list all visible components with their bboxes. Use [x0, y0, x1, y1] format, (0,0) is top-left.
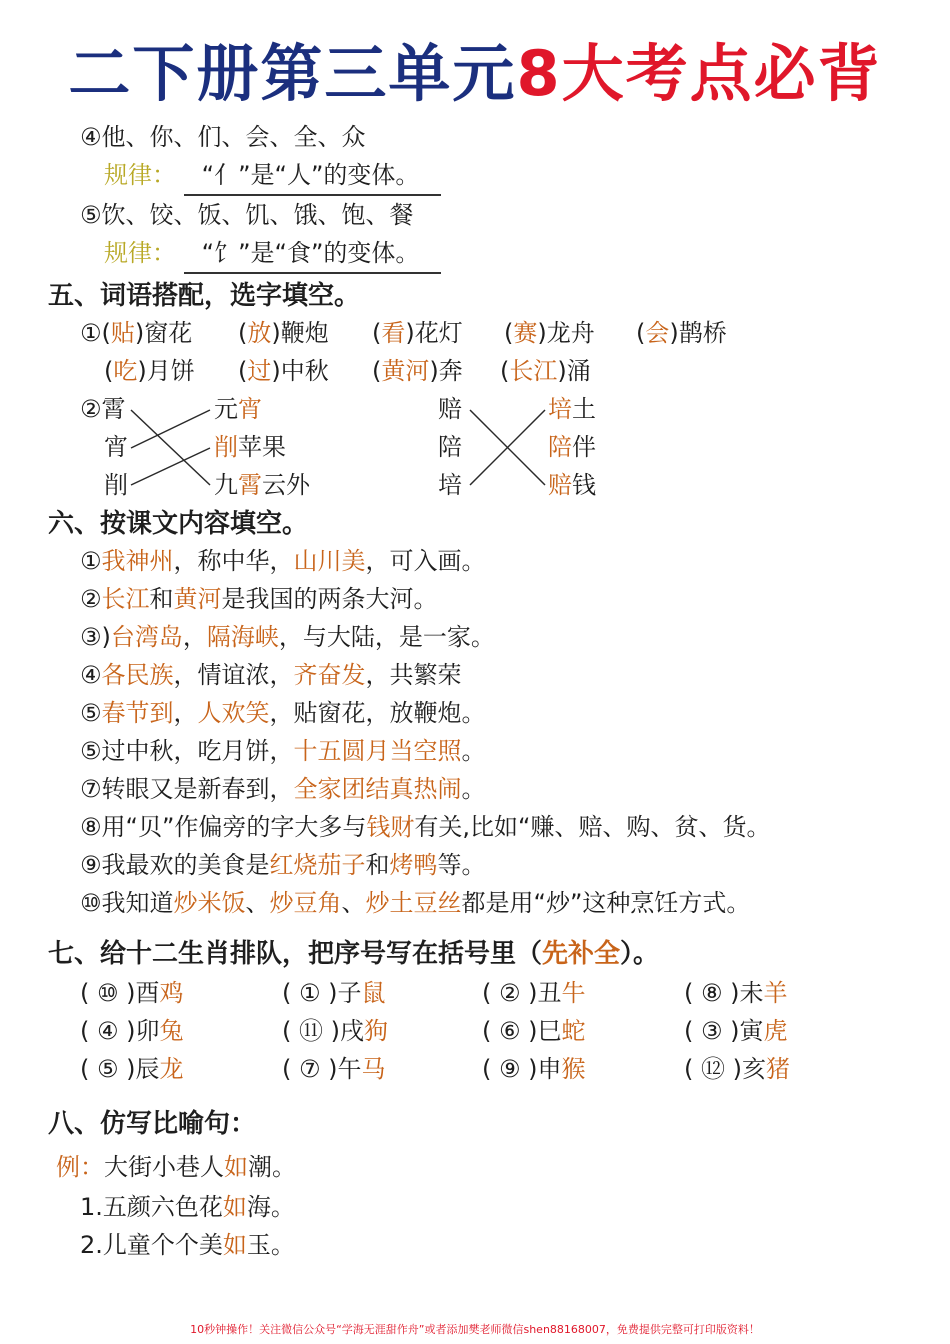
- fill-pre: ①(: [80, 319, 111, 347]
- recite-answer: 长江: [101, 585, 150, 613]
- item5-chars: ⑤饮、饺、饭、饥、饿、饱、餐: [80, 201, 414, 229]
- paren-close: ): [323, 1017, 340, 1045]
- recite-line: [80, 582, 438, 616]
- recite-text: ，可入画。: [365, 547, 486, 575]
- zodiac-number: ⑤: [97, 1055, 119, 1083]
- match-target-answer: 削: [214, 433, 238, 461]
- fill-answer: 贴: [110, 319, 135, 347]
- recite-text: ，贴窗花，放鞭炮。: [269, 699, 486, 727]
- recite-answer: 人欢笑: [197, 699, 270, 727]
- paren-open: (: [482, 1055, 499, 1083]
- zodiac-number: ②: [499, 979, 521, 1007]
- zodiac-item: [282, 976, 386, 1010]
- recite-text: 和: [149, 585, 174, 613]
- item4-rule-text: “亻”是“人”的变体。: [184, 158, 442, 196]
- match-char-text: 削: [104, 471, 128, 499]
- fill-post: )奔: [429, 357, 463, 385]
- recite-text: 有关,比如“赚、赔、购、贫、货。: [414, 813, 771, 841]
- recite-text: ，情谊浓，: [173, 661, 294, 689]
- item4-rule-label: 规律：: [104, 161, 176, 189]
- recite-answer: 我神州: [101, 547, 174, 575]
- zodiac-animal: 兔: [159, 1017, 184, 1045]
- paren-open: (: [80, 1055, 97, 1083]
- match-left-char: [104, 430, 128, 464]
- sec8-example-label: 例：: [56, 1153, 104, 1181]
- zodiac-branch: 亥: [742, 1055, 766, 1083]
- paren-close: ): [118, 1055, 136, 1083]
- match-target-answer: 陪: [548, 433, 572, 461]
- sec7-heading-ans: 先补全: [542, 939, 621, 969]
- simile-line: [80, 1228, 295, 1262]
- recite-answer: 台湾岛: [110, 623, 183, 651]
- fill-answer: 看: [381, 319, 406, 347]
- recite-text: 是我国的两条大河。: [221, 585, 438, 613]
- match-left-char: [104, 468, 128, 502]
- recite-line: [80, 848, 486, 882]
- recite-text: ⑤过中秋，吃月饼，: [80, 737, 294, 765]
- recite-line: [80, 810, 770, 844]
- zodiac-number: ⑨: [499, 1055, 521, 1083]
- match-target-answer: 霄: [238, 471, 262, 499]
- recite-answer: 齐奋发: [293, 661, 366, 689]
- match-target-post: 钱: [572, 471, 596, 499]
- paren-close: ): [520, 1055, 538, 1083]
- match-right-target: [548, 392, 596, 426]
- zodiac-animal: 猴: [561, 1055, 586, 1083]
- recite-text: ，: [173, 699, 198, 727]
- zodiac-number: ①: [299, 979, 321, 1007]
- paren-open: (: [482, 979, 499, 1007]
- match-right-target: [548, 468, 596, 502]
- match-char-text: 宵: [104, 433, 128, 461]
- paren-open: (: [684, 1017, 701, 1045]
- recite-text: ，与大陆，是一家。: [278, 623, 495, 651]
- paren-close: ): [118, 1017, 136, 1045]
- paren-close: ): [520, 1017, 538, 1045]
- simile-answer: 如: [222, 1193, 247, 1221]
- zodiac-item: [282, 1014, 388, 1048]
- zodiac-animal: 虎: [763, 1017, 788, 1045]
- match-char-text: 培: [438, 471, 462, 499]
- zodiac-number: ⑧: [701, 979, 723, 1007]
- recite-text: ⑧用“贝”作偏旁的字大多与: [80, 813, 367, 841]
- fill-answer: 长江: [509, 357, 558, 385]
- match-target-pre: 元: [214, 395, 238, 423]
- paren-open: (: [482, 1017, 499, 1045]
- recite-line: [80, 544, 486, 578]
- paren-open: (: [282, 979, 299, 1007]
- match-right-char: [438, 430, 462, 464]
- match-target-answer: 培: [548, 395, 572, 423]
- item5-rule-label: 规律：: [104, 239, 176, 267]
- recite-text: 都是用“炒”这种烹饪方式。: [461, 889, 751, 917]
- match-char-text: 赔: [438, 395, 462, 423]
- zodiac-branch: 丑: [537, 979, 562, 1007]
- match-line-xiao-yuanxiao: [131, 410, 210, 448]
- fill-answer: 过: [247, 357, 272, 385]
- recite-text: 、: [341, 889, 366, 917]
- paren-close: ): [722, 979, 740, 1007]
- recite-answer: 春节到: [101, 699, 174, 727]
- fill-pre: (: [504, 319, 514, 347]
- fill-pre: (: [104, 357, 114, 385]
- zodiac-branch: 午: [337, 1055, 362, 1083]
- simile-pre: 2.儿童个个美: [80, 1231, 223, 1259]
- zodiac-animal: 羊: [763, 979, 788, 1007]
- zodiac-branch: 申: [537, 1055, 562, 1083]
- zodiac-animal: 牛: [561, 979, 586, 1007]
- recite-answer: 各民族: [101, 661, 174, 689]
- zodiac-number: ⑦: [299, 1055, 321, 1083]
- sec8-example: [56, 1150, 296, 1184]
- zodiac-item: [684, 1052, 790, 1086]
- match-right-target: [548, 430, 596, 464]
- match-target-post: 伴: [572, 433, 596, 461]
- recite-text: 、: [245, 889, 270, 917]
- recite-text: ③): [80, 623, 111, 651]
- item5-rule-text: “饣”是“食”的变体。: [184, 236, 442, 274]
- zodiac-number: ⑥: [499, 1017, 521, 1045]
- zodiac-branch: 辰: [135, 1055, 160, 1083]
- match-target-answer: 宵: [238, 395, 262, 423]
- recite-text: 和: [365, 851, 390, 879]
- recite-answer: 隔海峡: [206, 623, 279, 651]
- recite-line: [80, 658, 462, 692]
- fill-pre: (: [372, 357, 382, 385]
- fill-post: )涌: [557, 357, 591, 385]
- zodiac-animal: 猪: [766, 1055, 790, 1083]
- sec5-heading: 五、词语搭配，选字填空。: [48, 281, 361, 311]
- recite-text: ，共繁荣: [365, 661, 462, 689]
- paren-close: ): [722, 1017, 740, 1045]
- match-target-post: 苹果: [238, 433, 286, 461]
- fill-post: )龙舟: [537, 319, 595, 347]
- footer-note: 10秒钟操作！关注微信公众号“学海无涯甜作舟”或者添加樊老师微信shen88168007，免费提供完整可打印版资料！: [190, 1323, 760, 1336]
- recite-answer: 炒豆角: [269, 889, 342, 917]
- zodiac-item: [482, 1014, 586, 1048]
- recite-answer: 炒米饭: [173, 889, 246, 917]
- recite-answer: 红烧茄子: [269, 851, 366, 879]
- recite-line: [80, 696, 486, 730]
- zodiac-animal: 蛇: [561, 1017, 586, 1045]
- match-right-char: [438, 468, 462, 502]
- sec6-heading: 六、按课文内容填空。: [48, 509, 309, 539]
- title-part2: 8大考点必背: [516, 37, 882, 110]
- fill-pre: (: [372, 319, 382, 347]
- fill-post: )花灯: [405, 319, 463, 347]
- paren-open: (: [80, 1017, 97, 1045]
- zodiac-item: [482, 1052, 586, 1086]
- sec8-example-pre: 大街小巷人: [104, 1153, 224, 1181]
- paren-open: (: [684, 1055, 701, 1083]
- paren-open: (: [282, 1017, 299, 1045]
- match-line-xiao-xiao: [131, 448, 210, 485]
- recite-answer: 全家团结真热闹: [293, 775, 462, 803]
- match-target-post: 土: [572, 395, 596, 423]
- zodiac-item: [684, 1014, 788, 1048]
- fill-pre: (: [500, 357, 510, 385]
- fill-post: )月饼: [137, 357, 195, 385]
- recite-text: 。: [461, 737, 486, 765]
- paren-close: ): [725, 1055, 742, 1083]
- zodiac-number: ③: [701, 1017, 723, 1045]
- title-part1: 二下册第三单元: [68, 37, 517, 110]
- zodiac-item: [80, 976, 184, 1010]
- match-left-target: [214, 430, 286, 464]
- paren-close: ): [320, 1055, 338, 1083]
- simile-line: [80, 1190, 295, 1224]
- zodiac-item: [684, 976, 788, 1010]
- recite-text: ②: [80, 585, 102, 613]
- match-target-post: 云外: [262, 471, 310, 499]
- fill-answer: 黄河: [381, 357, 430, 385]
- match-right-char: [438, 392, 462, 426]
- sec7-heading-pre: 七、给十二生肖排队，把序号写在括号里（: [48, 939, 543, 969]
- paren-open: (: [684, 979, 701, 1007]
- recite-answer: 十五圆月当空照: [293, 737, 462, 765]
- zodiac-item: [482, 976, 586, 1010]
- recite-text: ①: [80, 547, 102, 575]
- zodiac-animal: 狗: [364, 1017, 388, 1045]
- fill-pre: (: [238, 357, 248, 385]
- recite-answer: 烤鸭: [389, 851, 438, 879]
- sec7-heading: [48, 936, 659, 972]
- match-left-char: [80, 392, 126, 426]
- match-line-xiao-jiuxiao: [131, 410, 210, 485]
- simile-answer: 如: [222, 1231, 247, 1259]
- recite-text: 。: [461, 775, 486, 803]
- paren-close: ): [118, 979, 136, 1007]
- recite-text: ⑩我知道: [80, 889, 174, 917]
- match-target-pre: 九: [214, 471, 238, 499]
- recite-line: [80, 734, 486, 768]
- recite-answer: 山川美: [293, 547, 366, 575]
- simile-post: 玉。: [246, 1231, 295, 1259]
- fill-pre: (: [238, 319, 248, 347]
- recite-text: ⑤: [80, 699, 102, 727]
- match-char-text: 陪: [438, 433, 462, 461]
- zodiac-animal: 鸡: [159, 979, 184, 1007]
- recite-text: ⑦转眼又是新春到，: [80, 775, 294, 803]
- match-left-target: [214, 468, 310, 502]
- simile-post: 海。: [246, 1193, 295, 1221]
- recite-text: ，: [182, 623, 207, 651]
- fill-post: )鹊桥: [669, 319, 727, 347]
- fill-post: )鞭炮: [271, 319, 329, 347]
- zodiac-animal: 龙: [159, 1055, 184, 1083]
- recite-answer: 钱财: [366, 813, 415, 841]
- recite-line: [80, 620, 495, 654]
- recite-text: ⑨我最欢的美食是: [80, 851, 270, 879]
- match-target-answer: 赔: [548, 471, 572, 499]
- fill-post: )中秋: [271, 357, 329, 385]
- paren-close: ): [320, 979, 338, 1007]
- zodiac-branch: 卯: [135, 1017, 160, 1045]
- zodiac-animal: 马: [361, 1055, 386, 1083]
- zodiac-item: [80, 1052, 184, 1086]
- paren-open: (: [282, 1055, 299, 1083]
- fill-answer: 赛: [513, 319, 538, 347]
- zodiac-branch: 戌: [340, 1017, 364, 1045]
- zodiac-number: ⑩: [97, 979, 119, 1007]
- zodiac-number: ⑪: [299, 1017, 323, 1045]
- simile-pre: 1.五颜六色花: [80, 1193, 223, 1221]
- paren-close: ): [520, 979, 538, 1007]
- paren-open: (: [80, 979, 97, 1007]
- zodiac-animal: 鼠: [361, 979, 386, 1007]
- fill-post: )窗花: [134, 319, 193, 347]
- item4-chars: ④他、你、们、会、全、众: [80, 123, 366, 151]
- recite-text: ，称中华，: [173, 547, 294, 575]
- sec7-heading-post: ）。: [620, 939, 660, 969]
- fill-pre: (: [636, 319, 646, 347]
- zodiac-item: [80, 1014, 184, 1048]
- sec8-example-ans: 如: [224, 1153, 248, 1181]
- sec8-heading: 八、仿写比喻句：: [48, 1109, 257, 1139]
- zodiac-branch: 未: [739, 979, 764, 1007]
- zodiac-branch: 巳: [537, 1017, 562, 1045]
- recite-answer: 黄河: [173, 585, 222, 613]
- match-char-text: ②霄: [80, 395, 126, 423]
- fill-answer: 吃: [113, 357, 138, 385]
- sec8-example-post: 潮。: [248, 1153, 296, 1181]
- zodiac-number: ④: [97, 1017, 119, 1045]
- recite-answer: 炒土豆丝: [365, 889, 462, 917]
- recite-line: [80, 886, 750, 920]
- zodiac-number: ⑫: [701, 1055, 725, 1083]
- zodiac-branch: 寅: [739, 1017, 764, 1045]
- fill-answer: 会: [645, 319, 670, 347]
- zodiac-item: [282, 1052, 386, 1086]
- zodiac-branch: 子: [337, 979, 362, 1007]
- recite-text: ④: [80, 661, 102, 689]
- recite-text: 等。: [437, 851, 486, 879]
- fill-answer: 放: [247, 319, 272, 347]
- zodiac-branch: 酉: [135, 979, 160, 1007]
- recite-line: [80, 772, 486, 806]
- match-left-target: [214, 392, 262, 426]
